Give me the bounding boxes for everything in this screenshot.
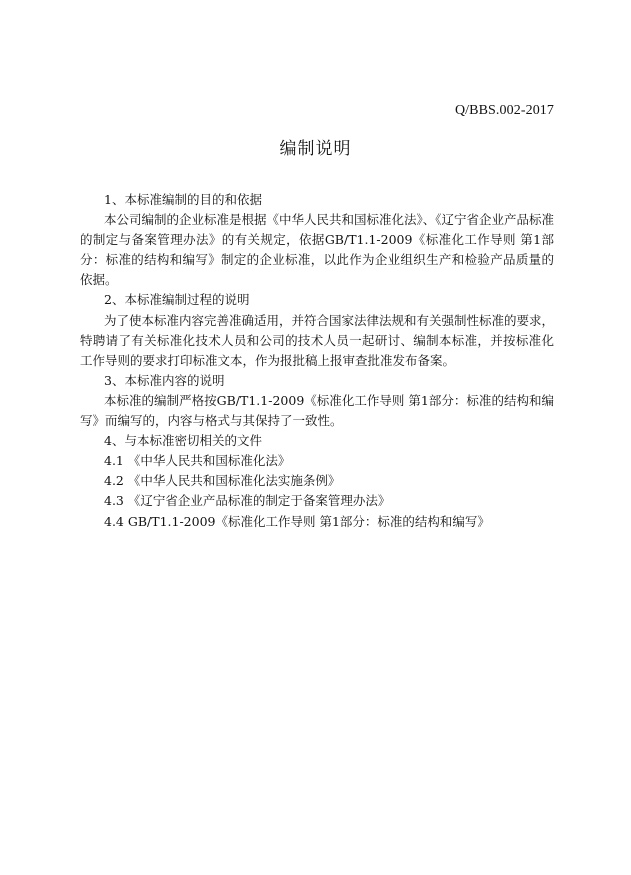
related-document-item: 4.1 《中华人民共和国标准化法》: [104, 453, 291, 469]
related-document-item: 4.3 《辽宁省企业产品标准的制定于备案管理办法》: [104, 493, 391, 509]
document-code: Q/BBS.002-2017: [454, 103, 554, 118]
section-text-purpose: 本公司编制的企业标准是根据《中华人民共和国标准化法》、《辽宁省企业产品标准的制定与备案管理办法》的有关规定，依据GB/T1.1-2009《标准化工作导则 第1部分：标准的结构和编写》制定的企业标准，以此作为企业组织生产和检验产品质量的依据。: [80, 212, 555, 288]
section-heading-purpose: 1、本标准编制的目的和依据: [104, 192, 262, 207]
document-title: 编制说明: [279, 139, 352, 159]
section-heading-related-documents: 4、与本标准密切相关的文件: [104, 433, 262, 449]
section-heading-process: 2、本标准编制过程的说明: [104, 292, 250, 308]
document-body: [80, 190, 554, 532]
related-document-item: 4.4 GB/T1.1-2009《标准化工作导则 第1部分：标准的结构和编写》: [104, 513, 490, 529]
section-text-process: 为了使本标准内容完善准确适用，并符合国家法律法规和有关强制性标准的要求，特聘请了有关标准化技术人员和公司的技术人员一起研讨、编制本标准，并按标准化工作导则的要求打印标准文本，作为报批稿上报审查批准发布备案。: [80, 312, 555, 368]
section-text-content: 本标准的编制严格按GB/T1.1-2009《标准化工作导则 第1部分：标准的结构和编写》而编写的，内容与格式与其保持了一致性。: [80, 392, 554, 429]
section-heading-content: 3、本标准内容的说明: [104, 372, 225, 388]
related-document-item: 4.2 《中华人民共和国标准化法实施条例》: [104, 473, 341, 489]
